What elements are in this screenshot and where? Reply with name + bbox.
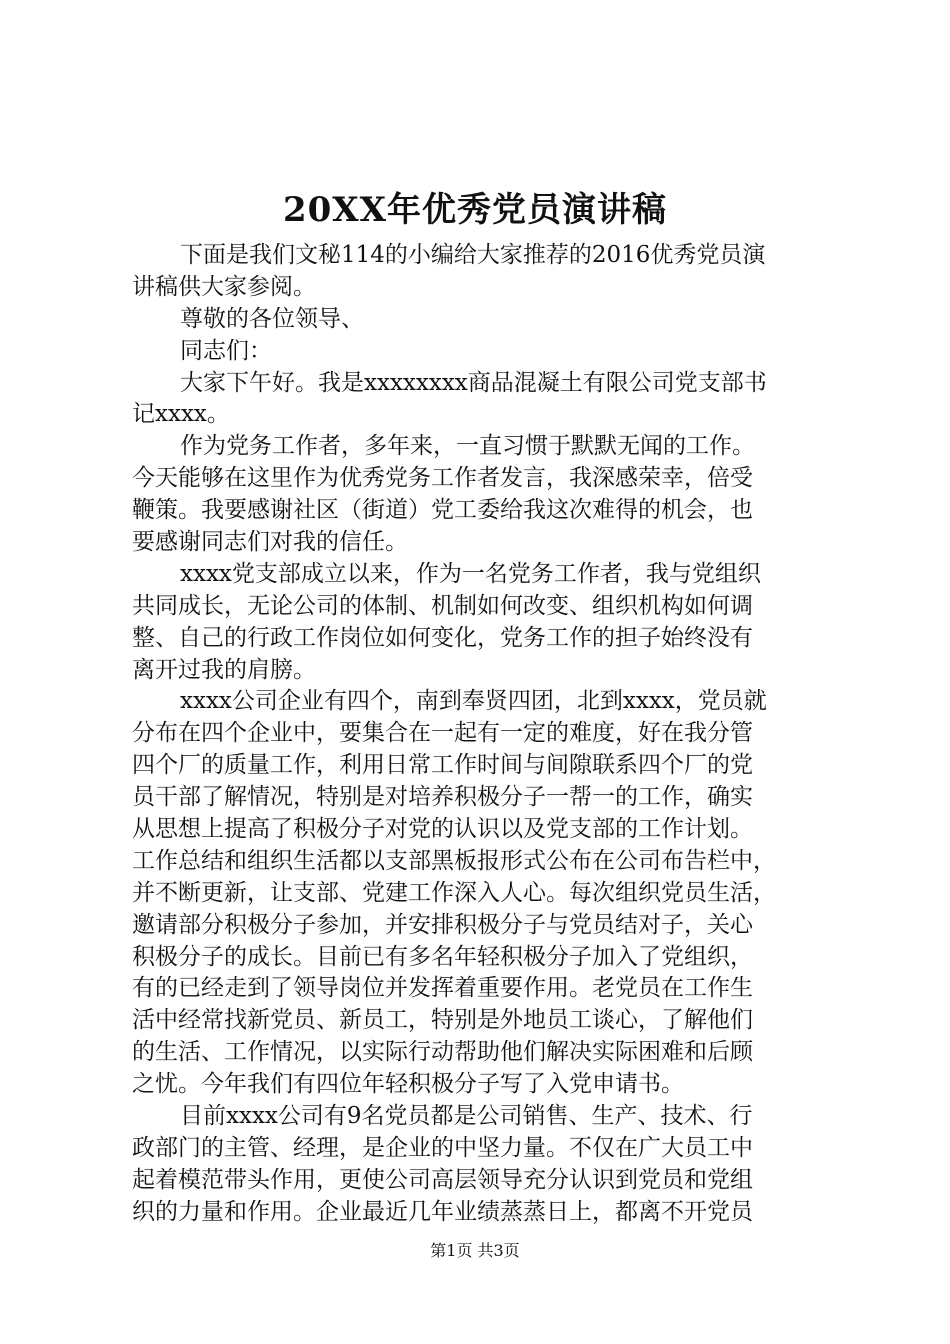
text-line: 积极分子的成长。目前已有多名年轻积极分子加入了党组织， <box>132 943 753 970</box>
text-line: 离开过我的肩膀。 <box>132 656 316 683</box>
text-line: 整、自己的行政工作岗位如何变化，党务工作的担子始终没有 <box>132 624 753 651</box>
text-line: 分布在四个企业中，要集合在一起有一定的难度，好在我分管 <box>132 720 753 747</box>
document-body <box>132 240 832 1229</box>
text-line: 要感谢同志们对我的信任。 <box>132 529 408 556</box>
text-line: 员干部了解情况，特别是对培养积极分子一帮一的工作，确实 <box>132 784 753 811</box>
page-footer: 第1页 共3页 <box>430 1241 520 1260</box>
text-line: 目前xxxx公司有9名党员都是公司销售、生产、技术、行 <box>180 1103 753 1130</box>
text-line: xxxx党支部成立以来，作为一名党务工作者，我与党组织 <box>180 560 761 587</box>
text-line: 四个厂的质量工作，利用日常工作时间与间隙联系四个厂的党 <box>132 752 753 779</box>
text-line: 今天能够在这里作为优秀党务工作者发言，我深感荣幸，倍受 <box>132 465 753 492</box>
text-line: 有的已经走到了领导岗位并发挥着重要作用。老党员在工作生 <box>132 975 753 1002</box>
text-line: 活中经常找新党员、新员工，特别是外地员工谈心，了解他们 <box>132 1007 753 1034</box>
text-line: 记xxxx。 <box>132 401 230 428</box>
text-line: 下面是我们文秘114的小编给大家推荐的2016优秀党员演 <box>180 242 766 268</box>
text-line: 织的力量和作用。企业最近几年业绩蒸蒸日上，都离不开党员 <box>132 1198 753 1225</box>
text-line: 共同成长，无论公司的体制、机制如何改变、组织机构如何调 <box>132 592 753 619</box>
text-line: 之忧。今年我们有四位年轻积极分子写了入党申请书。 <box>132 1071 684 1098</box>
text-line: 从思想上提高了积极分子对党的认识以及党支部的工作计划。 <box>132 816 753 843</box>
text-line: 大家下午好。我是xxxxxxxx商品混凝土有限公司党支部书 <box>180 369 767 396</box>
text-line: 作为党务工作者，多年来，一直习惯于默默无闻的工作。 <box>180 433 755 460</box>
text-line: 邀请部分积极分子参加，并安排积极分子与党员结对子，关心 <box>132 911 753 938</box>
text-line: 政部门的主管、经理，是企业的中坚力量。不仅在广大员工中 <box>132 1134 753 1161</box>
text-line: 同志们： <box>180 337 272 364</box>
text-line: 工作总结和组织生活都以支部黑板报形式公布在公司布告栏中， <box>132 847 776 874</box>
text-line: 并不断更新，让支部、党建工作深入人心。每次组织党员生活， <box>132 879 776 906</box>
text-line: 的生活、工作情况，以实际行动帮助他们解决实际困难和后顾 <box>132 1039 753 1066</box>
text-line: 鞭策。我要感谢社区（街道）党工委给我这次难得的机会，也 <box>132 497 753 524</box>
text-line: xxxx公司企业有四个，南到奉贤四团，北到xxxx，党员就 <box>180 688 767 715</box>
text-line: 讲稿供大家参阅。 <box>132 273 316 300</box>
text-line: 起着模范带头作用，更使公司高层领导充分认识到党员和党组 <box>132 1166 753 1193</box>
text-line: 尊敬的各位领导、 <box>180 305 364 332</box>
document-title: 20XX年优秀党员演讲稿 <box>282 190 668 230</box>
